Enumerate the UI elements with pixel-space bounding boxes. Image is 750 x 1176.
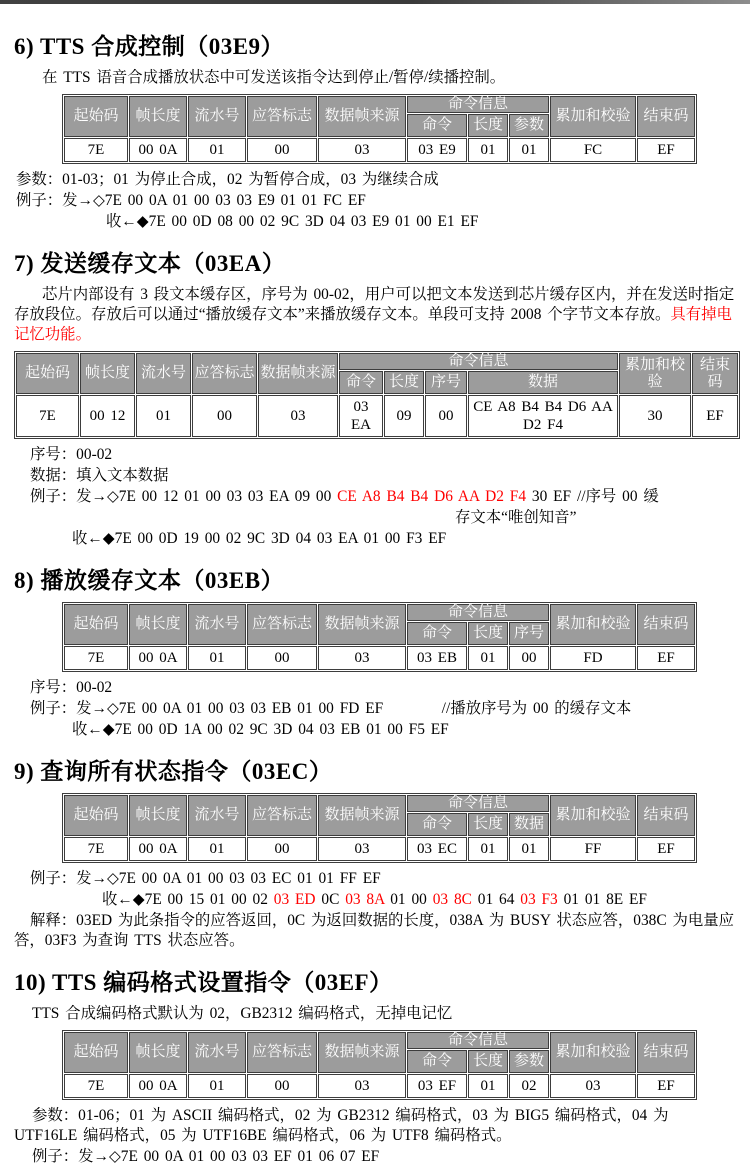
table-header-cell: 数据帧来源	[318, 604, 406, 645]
text-segment: 参数：01-06；01 为 ASCII 编码格式，02 为 GB2312 编码格式，03 为 BIG5 编码格式，04 为 UTF16LE 编码格式，05 为 UTF16BE 编码格式，06 为 UTF8 编码格式。	[14, 1107, 675, 1144]
table-data-cell: 7E	[64, 837, 128, 861]
text-segment: 具有掉电记忆功能。	[14, 306, 732, 343]
table-data-cell: FF	[550, 837, 636, 861]
text-segment: 例子：发→◇7E 00 0A 01 00 03 03 EC 01 01 FF EF	[30, 870, 381, 887]
section-title: 7) 发送缓存文本（03EA）	[14, 251, 286, 276]
table-data-cell: 00	[247, 138, 317, 162]
command-table	[14, 351, 740, 439]
table-data-cell: 00	[425, 395, 467, 437]
table-header-cell: 结束码	[637, 604, 695, 645]
table-header-cell: 结束码	[692, 353, 738, 394]
text-segment: 例子：发→◇7E 00 12 01 00 03 03 EA 09 00	[30, 488, 338, 505]
table-subheader-cell: 序号	[425, 371, 467, 394]
text-segment: 03 8C	[432, 891, 472, 908]
table-data-cell: 7E	[16, 395, 79, 437]
text-segment: 在 TTS 语音合成播放状态中可发送该指令达到停止/暂停/续播控制。	[42, 69, 506, 86]
table-data-cell: 7E	[64, 138, 128, 162]
section	[14, 964, 736, 1167]
table-subheader-cell: 数据	[468, 371, 618, 394]
command-table	[62, 1030, 697, 1100]
text-line	[14, 890, 736, 910]
table-header-cell: 数据帧来源	[318, 1032, 406, 1073]
table-data-cell: FC	[550, 138, 636, 162]
text-segment: 序号：00-02	[30, 679, 113, 696]
sections-container	[14, 28, 736, 1167]
text-segment: 参数：01-03；01 为停止合成，02 为暂停合成，03 为继续合成	[16, 171, 439, 188]
table-group-header-cell: 命令信息	[407, 1032, 549, 1049]
table-data-cell: 03 EB	[407, 646, 467, 670]
table-subheader-cell: 长度	[468, 114, 508, 137]
table-header-cell: 流水号	[188, 795, 246, 836]
table-subheader-cell: 命令	[407, 622, 467, 645]
table-data-cell: 00	[192, 395, 257, 437]
table-data-cell: 03 EA	[339, 395, 383, 437]
text-line	[14, 1106, 736, 1146]
table-header-cell: 累加和校验	[550, 604, 636, 645]
table-data-cell: 00 0A	[129, 138, 187, 162]
table-subheader-cell: 序号	[509, 622, 549, 645]
table-header-cell: 流水号	[136, 353, 191, 394]
table-header-cell: 起始码	[64, 96, 128, 137]
table-header-cell: 起始码	[64, 795, 128, 836]
table-header-cell: 累加和校验	[550, 1032, 636, 1073]
table-data-cell: 03 E9	[407, 138, 467, 162]
table-data-cell: 01	[136, 395, 191, 437]
table-header-cell: 累加和校验	[550, 96, 636, 137]
table-data-cell: 7E	[64, 1074, 128, 1098]
table-subheader-cell: 长度	[468, 622, 508, 645]
text-line	[14, 170, 736, 190]
table-data-cell: 00 0A	[129, 646, 187, 670]
table-data-cell: 01	[509, 138, 549, 162]
text-segment: 芯片内部设有 3 段文本缓存区，序号为 00-02，用户可以把文本发送到芯片缓存区内，并在发送时指定存放段位。存放后可以通过“播放缓存文本”来播放缓存文本。单段可支持 2008 个字节文本存放。	[14, 286, 735, 323]
text-segment: 01 64	[471, 891, 521, 908]
command-table	[62, 793, 697, 863]
section	[14, 562, 736, 740]
table-data-cell: FD	[550, 646, 636, 670]
table-data-cell: 01	[188, 1074, 246, 1098]
table-data-cell: 03 EC	[407, 837, 467, 861]
document	[0, 4, 750, 1176]
text-segment: 30 EF //序号 00 缓	[526, 488, 659, 505]
table-header-cell: 应答标志	[247, 795, 317, 836]
section	[14, 753, 736, 951]
table-data-cell: 03	[318, 138, 406, 162]
table-data-cell: 01	[188, 646, 246, 670]
table-data-cell: 00 12	[80, 395, 135, 437]
text-segment: 序号：00-02	[30, 446, 113, 463]
table-subheader-cell: 命令	[339, 371, 383, 394]
section-title: 9) 查询所有状态指令（03EC）	[14, 759, 333, 784]
table-data-cell: EF	[637, 1074, 695, 1098]
section-title: 10) TTS 编码格式设置指令（03EF）	[14, 970, 393, 995]
table-data-cell: 09	[384, 395, 424, 437]
table-subheader-cell: 数据	[509, 813, 549, 836]
table-header-cell: 应答标志	[192, 353, 257, 394]
table-data-cell: EF	[692, 395, 738, 437]
text-segment: TTS 合成编码格式默认为 02，GB2312 编码格式，无掉电记忆	[32, 1005, 453, 1022]
text-line	[14, 678, 736, 698]
table-header-cell: 应答标志	[247, 96, 317, 137]
table-data-cell: 01	[468, 138, 508, 162]
table-header-cell: 累加和校验	[619, 353, 691, 394]
table-header-cell: 应答标志	[247, 1032, 317, 1073]
text-segment: 01 01 8E EF	[557, 891, 647, 908]
table-data-cell: 01	[468, 646, 508, 670]
table-header-cell: 应答标志	[247, 604, 317, 645]
table-data-cell: 03	[318, 837, 406, 861]
table-data-cell: 01	[509, 837, 549, 861]
table-data-cell: 03	[550, 1074, 636, 1098]
section-title: 6) TTS 合成控制（03E9）	[14, 34, 285, 59]
table-header-cell: 数据帧来源	[258, 353, 338, 394]
table-group-header-cell: 命令信息	[407, 604, 549, 621]
table-header-cell: 起始码	[16, 353, 79, 394]
text-segment: 收←◆7E 00 0D 19 00 02 9C 3D 04 03 EA 01 00 F3 EF	[72, 530, 447, 547]
text-line	[14, 466, 736, 486]
table-data-cell: EF	[637, 646, 695, 670]
section	[14, 28, 736, 232]
table-subheader-cell: 参数	[509, 1050, 549, 1073]
table-header-cell: 结束码	[637, 96, 695, 137]
table-data-cell: 03	[318, 646, 406, 670]
table-header-cell: 数据帧来源	[318, 795, 406, 836]
table-data-cell: 00 0A	[129, 837, 187, 861]
table-header-cell: 起始码	[64, 1032, 128, 1073]
text-line	[14, 720, 736, 740]
table-data-cell: 30	[619, 395, 691, 437]
text-segment: 01 00	[384, 891, 433, 908]
text-line	[14, 1147, 736, 1167]
command-table	[62, 94, 697, 164]
table-subheader-cell: 长度	[468, 813, 508, 836]
text-line	[14, 191, 736, 211]
table-header-cell: 帧长度	[129, 96, 187, 137]
text-line	[14, 911, 736, 951]
table-data-cell: 7E	[64, 646, 128, 670]
table-data-cell: 03	[258, 395, 338, 437]
table-group-header-cell: 命令信息	[407, 795, 549, 812]
text-line	[14, 487, 736, 507]
table-header-cell: 结束码	[637, 1032, 695, 1073]
table-group-header-cell: 命令信息	[339, 353, 618, 370]
text-segment: 0C	[315, 891, 346, 908]
table-data-cell: 03	[318, 1074, 406, 1098]
table-data-cell: 02	[509, 1074, 549, 1098]
section	[14, 245, 736, 549]
table-data-cell: 00 0A	[129, 1074, 187, 1098]
text-segment: 例子：发→◇7E 00 0A 01 00 03 03 EB 01 00 FD EF //播放序号为 00 的缓存文本	[30, 700, 632, 717]
table-data-cell: 01	[188, 837, 246, 861]
text-segment: 03 ED	[273, 891, 316, 908]
table-subheader-cell: 命令	[407, 813, 467, 836]
table-header-cell: 流水号	[188, 604, 246, 645]
text-line	[14, 445, 736, 465]
table-header-cell: 帧长度	[129, 604, 187, 645]
table-header-cell: 起始码	[64, 604, 128, 645]
text-line	[14, 212, 736, 232]
table-data-cell: 00	[247, 646, 317, 670]
text-line	[14, 869, 736, 889]
table-data-cell: 00	[509, 646, 549, 670]
table-header-cell: 累加和校验	[550, 795, 636, 836]
table-group-header-cell: 命令信息	[407, 96, 549, 113]
table-data-cell: 00	[247, 837, 317, 861]
table-data-cell: 00	[247, 1074, 317, 1098]
text-line	[14, 285, 736, 345]
table-header-cell: 帧长度	[80, 353, 135, 394]
text-segment: 例子：发→◇7E 00 0A 01 00 03 03 E9 01 01 FC EF	[16, 192, 366, 209]
table-data-cell: EF	[637, 138, 695, 162]
text-segment: 解释：03ED 为此条指令的应答返回，0C 为返回数据的长度，038A 为 BUSY 状态应答，038C 为电量应答，03F3 为查询 TTS 状态应答。	[14, 912, 735, 949]
table-data-cell: EF	[637, 837, 695, 861]
text-line	[14, 699, 736, 719]
table-header-cell: 帧长度	[129, 1032, 187, 1073]
text-segment: 收←◆7E 00 0D 08 00 02 9C 3D 04 03 E9 01 00 E1 EF	[106, 213, 479, 230]
text-segment: 收←◆7E 00 15 01 00 02	[102, 891, 274, 908]
table-header-cell: 流水号	[188, 96, 246, 137]
text-line	[14, 508, 736, 528]
table-subheader-cell: 命令	[407, 114, 467, 137]
table-subheader-cell: 参数	[509, 114, 549, 137]
text-segment: 03 F3	[520, 891, 558, 908]
text-segment: 存文本“唯创知音”	[455, 509, 577, 526]
text-segment: 例子：发→◇7E 00 0A 01 00 03 03 EF 01 06 07 EF	[32, 1148, 380, 1165]
table-subheader-cell: 长度	[384, 371, 424, 394]
table-data-cell: 01	[468, 837, 508, 861]
table-data-cell: 03 EF	[407, 1074, 467, 1098]
text-segment: 收←◆7E 00 0D 1A 00 02 9C 3D 04 03 EB 01 00 F5 EF	[72, 721, 449, 738]
text-line	[14, 529, 736, 549]
table-subheader-cell: 命令	[407, 1050, 467, 1073]
command-table	[62, 602, 697, 672]
table-data-cell: CE A8 B4 B4 D6 AA D2 F4	[468, 395, 618, 437]
table-header-cell: 帧长度	[129, 795, 187, 836]
table-header-cell: 结束码	[637, 795, 695, 836]
section-title: 8) 播放缓存文本（03EB）	[14, 568, 285, 593]
table-data-cell: 01	[468, 1074, 508, 1098]
text-segment: CE A8 B4 B4 D6 AA D2 F4	[337, 488, 527, 505]
text-segment: 03 8A	[345, 891, 385, 908]
table-subheader-cell: 长度	[468, 1050, 508, 1073]
text-line	[14, 68, 736, 88]
table-header-cell: 流水号	[188, 1032, 246, 1073]
table-header-cell: 数据帧来源	[318, 96, 406, 137]
text-line	[14, 1004, 736, 1024]
table-data-cell: 01	[188, 138, 246, 162]
text-segment: 数据：填入文本数据	[30, 467, 169, 484]
